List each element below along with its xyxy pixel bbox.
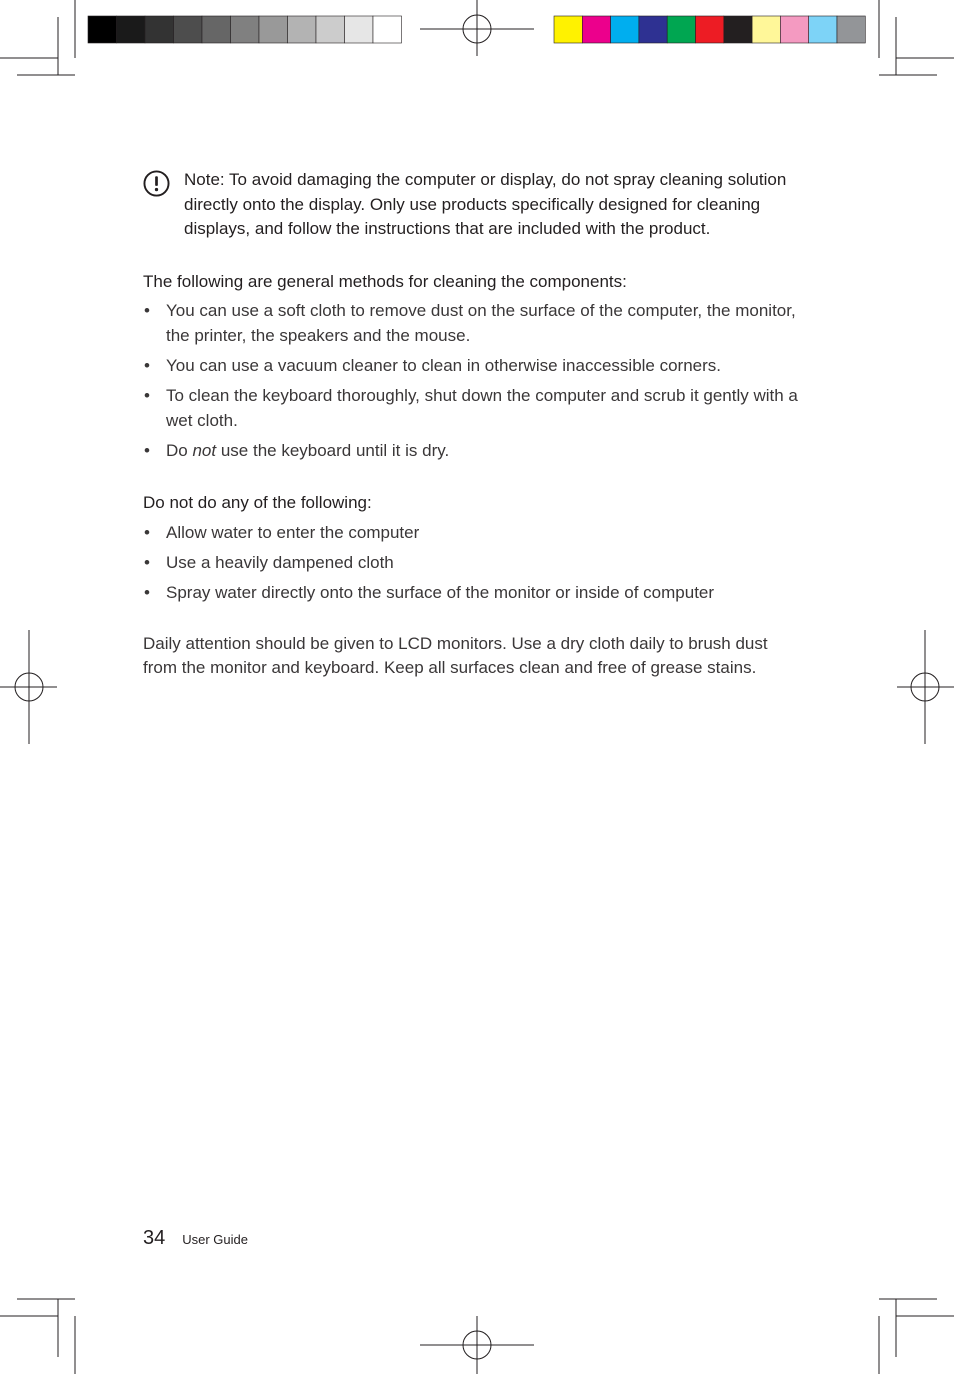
color-swatch — [752, 16, 780, 43]
gray-swatch — [145, 16, 174, 43]
color-swatch — [696, 16, 724, 43]
color-swatch — [667, 16, 695, 43]
grayscale-color-bar — [88, 16, 402, 43]
page-number: 34 — [143, 1227, 166, 1249]
list-item: • Allow water to enter the computer — [143, 521, 803, 546]
closing-paragraph: Daily attention should be given to LCD monitors. Use a dry cloth daily to brush dust from the monitor and keyboard. Keep all surfaces clean and free of grease stains. — [143, 633, 768, 678]
list-item: • To clean the keyboard thoroughly, shut down the computer and scrub it gently with a wet cloth. — [144, 386, 798, 430]
footer-title: User Guide — [182, 1232, 248, 1247]
page-content — [143, 160, 803, 698]
bullet-icon: • — [144, 523, 150, 543]
list-item: • Use a heavily dampened cloth — [143, 551, 803, 576]
list-item: • You can use a vacuum cleaner to clean in otherwise inaccessible corners. — [143, 354, 803, 379]
gray-swatch — [316, 16, 345, 43]
bullet-icon: • — [144, 386, 150, 406]
cleaning-methods-list — [143, 299, 803, 463]
list-item: • Do not use the keyboard until it is dry. — [143, 439, 803, 464]
bullet-icon: • — [144, 301, 150, 321]
emphasis-not: not — [192, 440, 217, 460]
color-swatch — [837, 16, 865, 43]
gray-swatch — [231, 16, 260, 43]
cleaning-methods-heading: The following are general methods for cleaning the components: — [143, 271, 627, 291]
gray-swatch — [174, 16, 203, 43]
color-swatch — [639, 16, 667, 43]
color-swatch — [780, 16, 808, 43]
page-footer — [143, 1227, 248, 1250]
bullet-icon: • — [144, 553, 150, 573]
color-swatch — [724, 16, 752, 43]
bullet-icon: • — [144, 356, 150, 376]
process-color-bar — [554, 16, 865, 43]
gray-swatch — [259, 16, 288, 43]
note-text: To avoid damaging the computer or display, do not spray cleaning solution directly onto the display. Only use products specifically designed for cleaning displays, and follow the instructions that are included with the product. — [184, 170, 787, 239]
list-item: • You can use a soft cloth to remove dust on the surface of the computer, the monitor, the printer, the speakers and the mouse. — [144, 301, 796, 345]
bullet-icon: • — [144, 583, 150, 603]
note-label: Note: — [184, 170, 225, 189]
gray-swatch — [88, 16, 117, 43]
do-not-heading: Do not do any of the following: — [143, 493, 372, 513]
color-swatch — [809, 16, 837, 43]
color-swatch — [611, 16, 639, 43]
note-callout — [143, 168, 803, 242]
color-swatch — [554, 16, 582, 43]
gray-swatch — [288, 16, 317, 43]
list-item: • Spray water directly onto the surface of the monitor or inside of computer — [143, 581, 803, 606]
do-not-list — [143, 521, 803, 606]
gray-swatch — [117, 16, 146, 43]
gray-swatch — [373, 16, 402, 43]
gray-swatch — [345, 16, 374, 43]
bullet-icon: • — [144, 440, 150, 460]
exclamation-note-icon — [143, 170, 170, 197]
gray-swatch — [202, 16, 231, 43]
color-swatch — [582, 16, 610, 43]
